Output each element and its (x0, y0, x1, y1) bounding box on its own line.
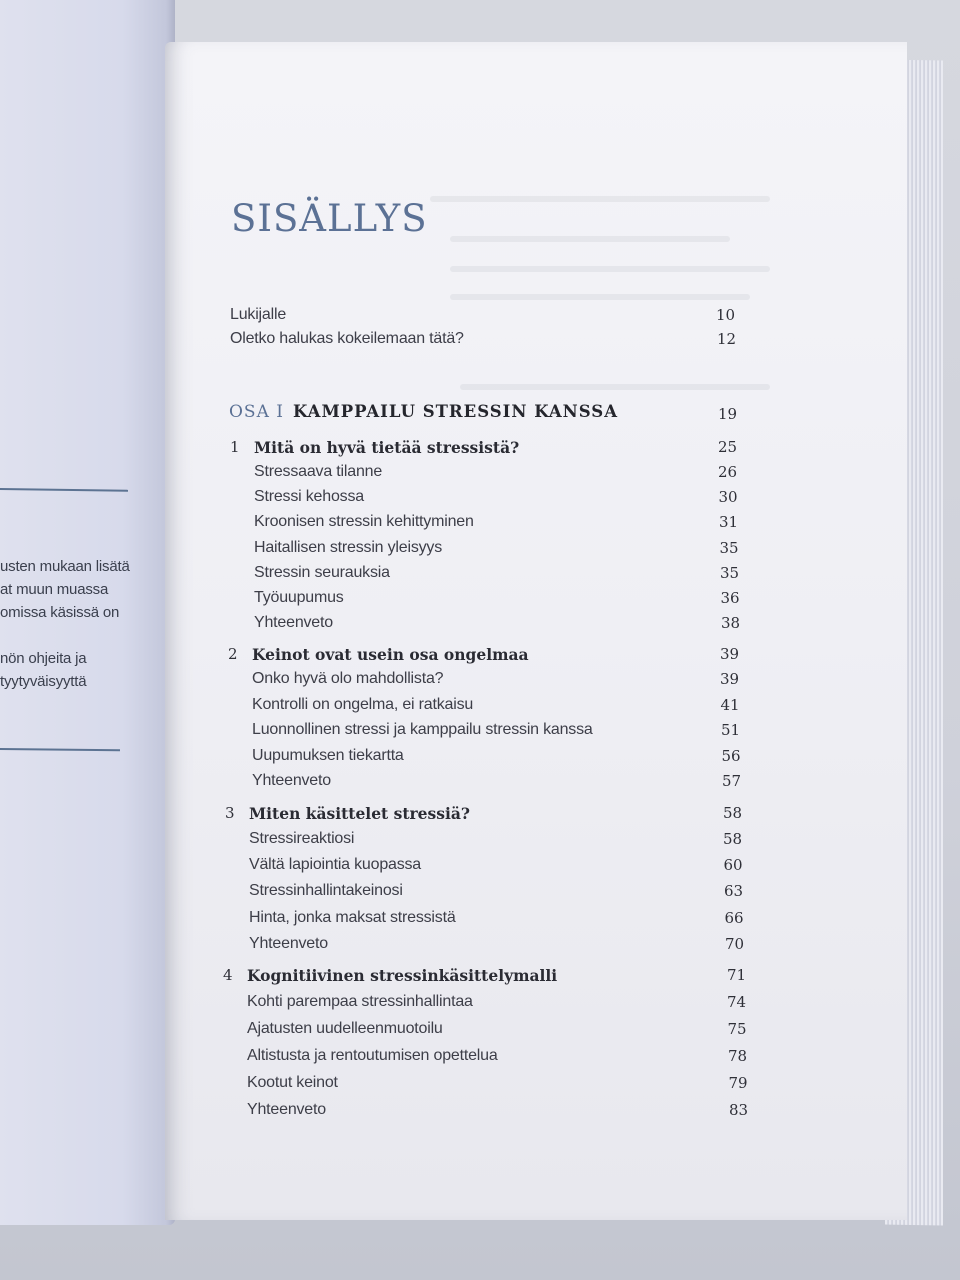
part-title: KAMPPAILU STRESSIN KANSSA (293, 402, 619, 421)
toc-page-number: 51 (721, 721, 741, 740)
toc-entry-label: Stressaava tilanne (254, 463, 383, 480)
chapter-number: 4 (223, 966, 233, 984)
toc-page-number: 74 (727, 993, 747, 1011)
toc-entry-label: Haitallisen stressin yleisyys (254, 538, 443, 556)
toc-page-number: 57 (722, 772, 742, 791)
chapter-number: 3 (225, 804, 235, 822)
toc-entry-label: Kontrolli on ongelma, ei ratkaisu (252, 695, 474, 713)
show-through (430, 196, 770, 202)
facing-page-text-line: usten mukaan lisätä (0, 558, 130, 575)
show-through (450, 236, 730, 242)
toc-entry-label: Stressinhallintakeinosi (249, 882, 403, 900)
facing-page-text-line: tyytyväisyyttä (0, 673, 87, 690)
toc-page-number: 79 (728, 1074, 748, 1092)
toc-entry-label: Uupumuksen tiekartta (252, 746, 404, 764)
divider (0, 748, 120, 751)
toc-entry-label: Vältä lapiointia kuopassa (249, 856, 422, 874)
toc-page-number: 31 (719, 513, 739, 532)
part-label: OSA I (229, 402, 284, 422)
toc-entry-label: Keinot ovat usein osa ongelmaa (252, 645, 529, 664)
part-page-number: 19 (718, 405, 738, 423)
facing-page (0, 0, 175, 1225)
toc-page-number: 58 (723, 830, 743, 848)
toc-page-number: 12 (717, 330, 737, 348)
toc-entry-label: Yhteenveto (247, 1101, 326, 1118)
toc-entry-label: Yhteenveto (249, 934, 328, 952)
toc-entry-label: Lukijalle (230, 306, 287, 323)
toc-entry-label: Stressin seurauksia (254, 563, 390, 581)
toc-page-number: 39 (720, 670, 740, 688)
toc-page-number: 75 (727, 1020, 747, 1038)
chapter-number: 2 (228, 645, 238, 663)
toc-page-number: 25 (718, 438, 738, 456)
toc-entry-label: Altistusta ja rentoutumisen opettelua (247, 1047, 498, 1064)
toc-page-number: 66 (724, 908, 744, 927)
show-through (450, 294, 750, 300)
toc-entry-label: Kroonisen stressin kehittyminen (254, 513, 474, 531)
page-title: SISÄLLYS (231, 197, 428, 240)
toc-entry-label: Onko hyvä olo mahdollista? (252, 670, 444, 687)
toc-page-number: 38 (721, 614, 741, 633)
toc-page-number: 35 (719, 538, 739, 557)
chapter-number: 1 (230, 438, 240, 456)
toc-entry-label: Miten käsittelet stressiä? (249, 804, 470, 823)
facing-page-text-line: omissa käsissä on (0, 604, 120, 621)
toc-page-number: 30 (718, 488, 738, 507)
show-through (460, 384, 770, 390)
toc-entry-label: Stressi kehossa (254, 488, 364, 506)
toc-entry-label: Mitä on hyvä tietää stressistä? (254, 438, 520, 457)
toc-page-number: 36 (720, 589, 740, 607)
toc-entry-label: Luonnollinen stressi ja kamppailu stressin kanssa (252, 721, 593, 739)
toc-entry-label: Stressireaktiosi (249, 830, 355, 847)
toc-page-number: 70 (725, 934, 745, 953)
toc-entry-label: Hinta, jonka maksat stressistä (249, 908, 456, 926)
toc-page-number: 41 (720, 695, 740, 714)
toc-page-number: 60 (723, 856, 743, 875)
toc-page-number: 71 (727, 966, 747, 984)
toc-page-number: 26 (718, 463, 738, 481)
toc-entry-label: Ajatusten uudelleenmuotoilu (247, 1020, 443, 1037)
toc-entry-label: Yhteenveto (254, 614, 333, 632)
toc-entry-label: Kohti parempaa stressinhallintaa (247, 993, 473, 1010)
toc-page-number: 78 (728, 1047, 748, 1065)
facing-page-text-line: nön ohjeita ja (0, 650, 87, 667)
show-through (450, 266, 770, 272)
toc-entry-label: Yhteenveto (252, 772, 331, 790)
toc-entry-label: Työuupumus (254, 589, 344, 606)
toc-page-number: 56 (721, 746, 741, 765)
divider (0, 488, 128, 492)
toc-page-number: 83 (729, 1101, 749, 1119)
toc-entry-label: Kootut keinot (247, 1074, 338, 1091)
toc-page-number: 58 (723, 804, 743, 822)
toc-page-number: 35 (720, 563, 740, 582)
facing-page-text-line: at muun muassa (0, 581, 109, 598)
toc-page-number: 39 (720, 645, 740, 663)
toc-page-number: 63 (724, 882, 744, 901)
toc-entry-label: Kognitiivinen stressinkäsittelymalli (247, 966, 558, 985)
toc-entry-label: Oletko halukas kokeilemaan tätä? (230, 330, 464, 347)
toc-page-number: 10 (716, 306, 736, 324)
